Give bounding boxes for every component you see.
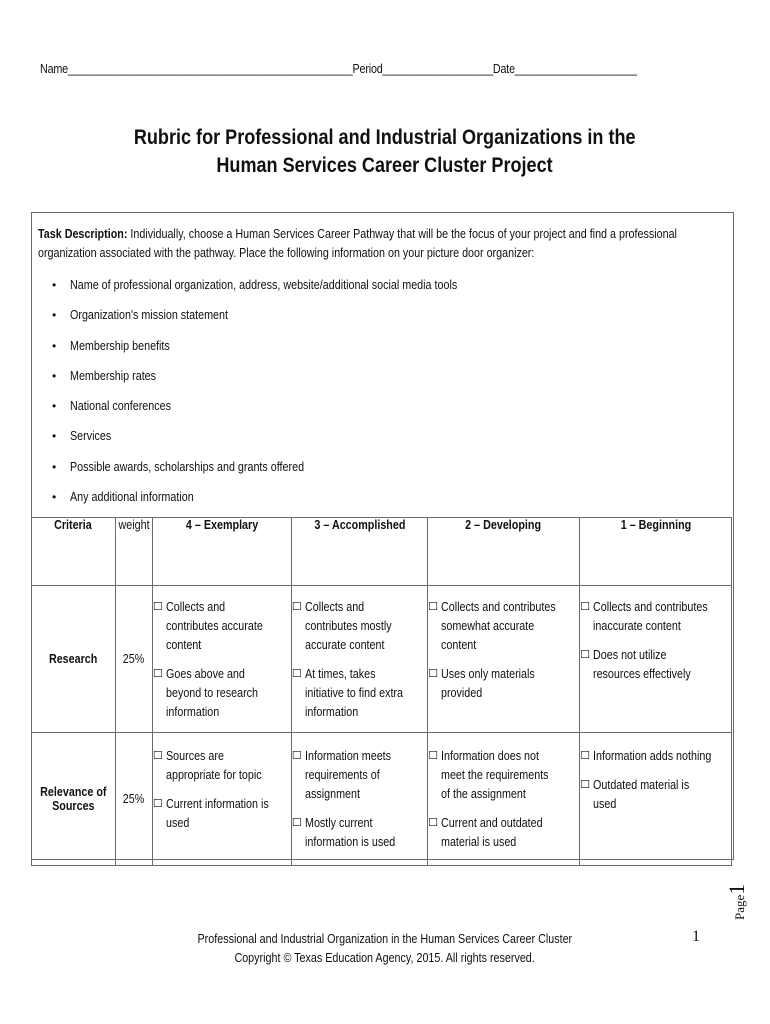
page-footer — [0, 930, 770, 968]
criteria-relevance-of-sources: Relevance of Sources — [32, 733, 116, 866]
research-developing-cell: ☐ Collects and contributes somewhat accurate content ☐ Uses only materials provided — [428, 586, 580, 733]
checkbox-icon[interactable]: ☐ — [152, 798, 163, 810]
page-number: 1 — [692, 928, 700, 945]
footer-copyright: Copyright © Texas Education Agency, 2015. All rights reserved. — [234, 951, 536, 965]
task-text: Individually, choose a Human Services Career Pathway that will be the focus of your project and find a professional organization associated with the pathway. Place the following information on your picture door organizer: — [38, 227, 677, 260]
checkbox-icon[interactable]: ☐ — [580, 750, 590, 762]
list-item: • Name of professional organization, address, website/additional social media tools — [52, 275, 520, 305]
research-exemplary-cell: ☐ Collects and contributes accurate content ☐ Goes above and beyond to research information — [152, 586, 291, 733]
checkbox-icon[interactable]: ☐ — [428, 601, 438, 613]
table-row — [32, 733, 732, 866]
checkbox-icon[interactable]: ☐ — [580, 649, 590, 661]
title-line-1: Rubric for Professional and Industrial Organizations in the — [134, 126, 636, 149]
weight-relevance-of-sources: 25% — [115, 733, 152, 866]
list-item: • Membership rates — [52, 366, 520, 396]
checkbox-icon[interactable]: ☐ — [152, 668, 163, 680]
checkbox-icon[interactable]: ☐ — [291, 750, 302, 762]
page-title — [0, 124, 770, 180]
checkbox-icon[interactable]: ☐ — [580, 601, 590, 613]
checkbox-icon[interactable]: ☐ — [428, 817, 438, 829]
table-header-row — [32, 518, 732, 586]
header-criteria: Criteria — [32, 518, 116, 586]
research-beginning-cell: ☐ Collects and contributes inaccurate content ☐ Does not utilize resources effectively — [580, 586, 732, 733]
research-accomplished-cell: ☐ Collects and contributes mostly accurate content ☐ At times, takes initiative to find extra information — [291, 586, 427, 733]
list-item: • Membership benefits — [52, 336, 520, 366]
table-row — [32, 586, 732, 733]
list-item: • Any additional information — [52, 487, 520, 517]
title-line-2: Human Services Career Cluster Project — [216, 154, 554, 177]
rubric-box — [31, 212, 734, 860]
checkbox-icon[interactable]: ☐ — [428, 750, 438, 762]
header-beginning: 1 – Beginning — [580, 518, 732, 586]
header-accomplished: 3 – Accomplished — [291, 518, 427, 586]
task-description — [38, 225, 692, 263]
list-item: • Services — [52, 426, 520, 456]
criteria-research: Research — [32, 586, 116, 733]
relevance-accomplished-cell: ☐ Information meets requirements of assignment ☐ Mostly current information is used — [291, 733, 427, 866]
checkbox-icon[interactable]: ☐ — [152, 601, 163, 613]
rubric-table — [31, 517, 732, 866]
relevance-beginning-cell: ☐ Information adds nothing ☐ Outdated material is used — [580, 733, 732, 866]
checkbox-icon[interactable]: ☐ — [291, 668, 302, 680]
relevance-developing-cell: ☐ Information does not meet the requirements of the assignment ☐ Current and outdated material is used — [428, 733, 580, 866]
list-item: • National conferences — [52, 396, 520, 426]
checkbox-icon[interactable]: ☐ — [152, 750, 163, 762]
header-weight: weight — [115, 518, 152, 586]
header-developing: 2 – Developing — [428, 518, 580, 586]
relevance-exemplary-cell: ☐ Sources are appropriate for topic ☐ Current information is used — [152, 733, 291, 866]
checkbox-icon[interactable]: ☐ — [291, 817, 302, 829]
task-bullet-list — [52, 275, 520, 517]
student-info-line: Name_________________________________________________Period___________________Date_____________________ — [40, 62, 637, 76]
checkbox-icon[interactable]: ☐ — [428, 668, 438, 680]
list-item: • Possible awards, scholarships and grants offered — [52, 457, 520, 487]
footer-line-1: Professional and Industrial Organization in the Human Services Career Cluster — [197, 932, 573, 946]
checkbox-icon[interactable]: ☐ — [291, 601, 302, 613]
side-page-label: Page1 — [724, 883, 749, 920]
list-item: • Organization's mission statement — [52, 305, 520, 335]
header-exemplary: 4 – Exemplary — [152, 518, 291, 586]
weight-research: 25% — [115, 586, 152, 733]
task-label: Task Description: — [38, 227, 128, 241]
checkbox-icon[interactable]: ☐ — [580, 779, 590, 791]
